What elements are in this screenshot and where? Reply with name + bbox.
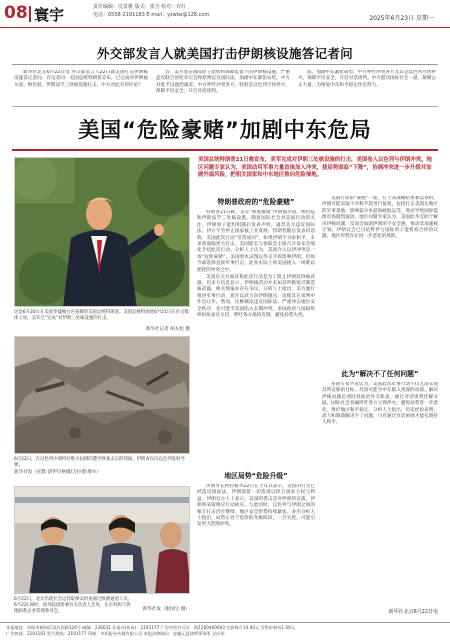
- paragraph: 法，加剧中东紧张局势。中方呼吁冲突各方尤其是以色列尽快停火，保障平民安全，开启对话谈判。中方愿同国际社会一道，凝聚公正力量，为恢复中东和平稳定作出努力。: [298, 70, 436, 88]
- subhead-escalation: 地区局势“危险升级”: [224, 472, 288, 480]
- photo1-credit: 新华社记者 胡友松 摄: [145, 327, 190, 332]
- paragraph: 多国专家学者认为，美国此次军事行动不仅无法实现其所宣称的目标，反而可能令中东陷入更深的动荡。解决伊核问题必须回到政治外交轨道，通过对话谈判化解分歧。国际社会普遍呼吁各方立即停火，避免局势进一步恶化，维护地区和平稳定。分析人士指出，历史经验表明，武力和制裁解决不了问题，只有通过对话协商才能实现持久和平。: [322, 382, 438, 426]
- paragraph: 特朗普21日称，美军“彻底摧毁”伊朗福尔道、纳坦兹和伊斯法罕三处核设施。随着国际社会对美国行动的关注，伊朗原子能组织随后发表声明，谴责美方违反国际法，伊方不会停止国家核工业发展。特朗普随后发表讲话称，美国此次行动“非常成功”，如果伊朗不寻求和平，未来将面临更大打击。美国防长与参联会主席召开发布会细化介绍此次行动。分析人士认为，美国介入以伊冲突是一场“危险豪赌”。美国原本试图以外交手段影响伊朗，但如今却选择直接军事打击。此举实际上将美国拖入一场难以把控的冲突之中。: [197, 210, 315, 273]
- article2-deck: 美国总统特朗普21日晚宣布，美军完成对伊朗三处核设施的打击，美国卷入以色列与伊朗冲突。地区问题专家认为，美国动用军事力量直接加入冲突，使局势面临“下降”，协调冲突进一步升级并加剧外溢风险，把相关国家和中东地区推向危险境地。: [198, 157, 432, 179]
- footer: [0, 622, 450, 640]
- paragraph: 新华社北京6月22日电 外交部发言人22日就美国打击伊朗核设施答记者问。有记者问：美国总统特朗普宣布，已完成对伊朗福尔道、纳坦兹、伊斯法罕三处核设施打击。中方对此有何评论？: [14, 70, 148, 88]
- paragraph: 答：美方袭击国际原子能机构保障监督下的伊朗核设施，严重违反联合国宪章宗旨和原则以及国际法，加剧中东紧张局势。中方对此予以强烈谴责。中方呼吁冲突各方、特别是以色列尽快停火，保障平民安全，开启对话谈判。: [156, 70, 290, 95]
- headline-rule: [12, 64, 438, 65]
- editor-line: 责任编辑：沈景雅 版式：张含 校对：许红: [93, 4, 187, 10]
- photo1-caption: 这是6月20日在美国华盛顿白宫拍摄的美国总统特朗普。美国总统特朗普6月21日在社交媒体上说，美军已“完成”对伊朗三处核设施的打击。: [14, 310, 189, 321]
- article1-col2: [156, 70, 290, 104]
- photo3-credit: 新华社发（银国宝 摄）: [142, 607, 190, 612]
- issue-date: 2025年6月23日 星期一: [369, 15, 434, 22]
- paragraph: 美国有关方面宣称此次行动是为了阻止伊朗获得核武器，但多方信息显示，伊朗核活动并未如其所称接近制造核武器，相关情报亦存在争议。分析人士指出，美方强行推进军事行动，意在以武力向伊朗施压，迫使其在谈判中作出让步。然而，这种做法违反国际法，严重冲击地区安全秩序，也可能令美国陷入长期冲突。多国政府与国际组织纷纷表达关切，呼吁各方保持克制，避免局势失控。: [197, 274, 315, 318]
- article2-col-right-top: [322, 196, 438, 364]
- trump-photo: [14, 157, 190, 307]
- travelers-photo: [14, 486, 190, 594]
- section-rule: [12, 106, 438, 107]
- paragraph: 伊朗外长阿拉格齐22日在土耳其表示，美国的行为已经违反国际法，伊朗保留一切选项以捍卫国家主权与利益。伊朗官方人士表示，美国的袭击是对伊朗的宣战，伊朗将采取相应行动回应。与此同时，以色列与伊朗之间的相互打击仍在继续，地区安全形势持续紧张。多名分析人士指出，局势正处于危险的升级阶段，一旦失控，可能引发更大范围冲突。: [197, 484, 315, 528]
- photo2-caption: 6月22日，在以色列中部特拉维夫拍摄的遭导弹袭击后的现场。伊朗再次向以色列发射导弹。: [14, 457, 185, 468]
- headline-rule-red: [12, 149, 438, 151]
- article2-col-right-bottom: [322, 382, 438, 604]
- section-name: 寰宇: [34, 6, 65, 24]
- contact-line: 电话：0558-2191183 E-mail：yzwbs@126.com: [93, 12, 210, 18]
- article1-headline: 外交部发言人就美国打击伊朗核设施答记者问: [96, 46, 353, 61]
- article2-col-middle-top: [197, 210, 315, 466]
- subhead-no-solution: 此为“解决不了任何问题”: [341, 370, 419, 378]
- article1-col1: [14, 70, 148, 104]
- footer-contact-line: 广告热线：2191183 发行热线：2191177 印刷：阜阳报业传媒有限公司 本报法律顾问：安徽元夏律师事务所 吴庆伟: [6, 630, 225, 636]
- article2-signoff: 新华社北京6月22日电: [388, 609, 438, 615]
- photo2-credit: 新华社发（托默·诺伊贝格摄/吉拉德·摩尔）: [14, 470, 102, 475]
- paragraph: 美国行动的“豪赌”一面，在于其战略结果难以预料。伊朗可能采取不对称手段进行报复，包括打击美国在地区的军事基地、影响霍尔木兹海峡航运等，进而导致国际能源市场剧烈波动。地区问题专家认为，美国此举无助于解决伊核问题，反而会加剧伊朗的不安全感，推动其加速核计划。伊朗议会已讨论暂停与国际原子能机构合作的议题，地区形势存在进一步恶化的风险。: [322, 196, 438, 240]
- subhead-risky-gamble: 特朗普政府的“危险豪赌”: [217, 198, 295, 206]
- rubble-photo: [14, 336, 190, 454]
- footer-address-line: 本报地址：阜阳市颍州区清河西路326号 邮编：236031 社委办(传真)：2191177 广告经营许可证：皖1200400003 定价每月14.00元 零售价每份1.00元: [6, 625, 295, 630]
- article2-col-middle-bottom: [197, 484, 315, 612]
- section-divider: [29, 6, 31, 22]
- masthead: [0, 0, 450, 28]
- page-number: 08: [4, 3, 28, 23]
- photo3-caption: 6月22日，北京出现社会运营取保安检查通过快捷通道人员。6月22日9时，国务院国资委有关负责人会见，在京机构与各地联系企业管理委员会。: [14, 597, 133, 614]
- article2-headline: 美国“危险豪赌”加剧中东危局: [78, 118, 372, 142]
- editor-info: [93, 3, 209, 19]
- article1-col3: [298, 70, 436, 104]
